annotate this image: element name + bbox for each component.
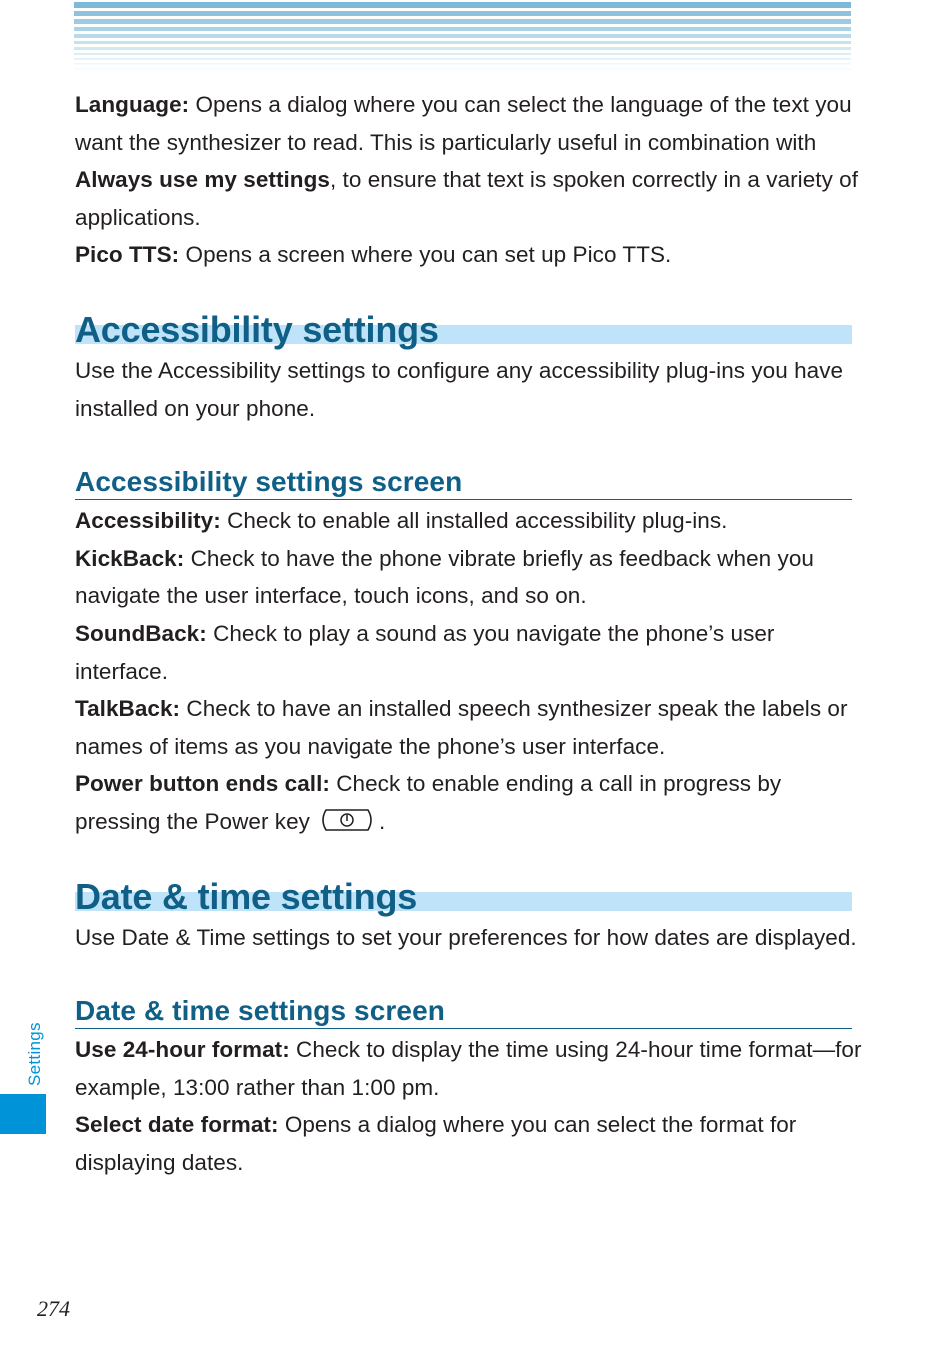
datetime-screen-heading: Date & time settings screen bbox=[75, 994, 852, 1029]
power-button-item bbox=[75, 765, 865, 840]
pico-text: Opens a screen where you can set up Pico TTS. bbox=[179, 242, 672, 268]
section-tab bbox=[0, 1094, 46, 1134]
item-text: Check to enable all installed accessibility plug-ins. bbox=[220, 508, 728, 534]
item-text: Check to display the time using 24-hour time format—for example, 13:00 rather than 1:00 pm. bbox=[75, 1037, 862, 1100]
language-paragraph bbox=[75, 86, 865, 236]
24hour-item bbox=[75, 1031, 865, 1106]
item-label: Accessibility: bbox=[75, 508, 221, 534]
datetime-intro: Use Date & Time settings to set your preferences for how dates are displayed. bbox=[75, 924, 857, 950]
accessibility-item bbox=[75, 502, 865, 540]
accessibility-intro: Use the Accessibility settings to configure any accessibility plug-ins you have installed on your phone. bbox=[75, 357, 844, 421]
datetime-heading bbox=[75, 875, 865, 919]
header-stripes bbox=[74, 0, 851, 74]
accessibility-heading-text: Accessibility settings bbox=[75, 308, 439, 350]
item-text: Opens a dialog where you can select the format for displaying dates. bbox=[75, 1112, 797, 1175]
page-number: 274 bbox=[37, 1296, 70, 1321]
item-label: TalkBack: bbox=[75, 696, 181, 722]
item-text: Check to have an installed speech synthesizer speak the labels or names of items as you navigate the phone’s user interface. bbox=[75, 696, 848, 759]
page-content bbox=[75, 86, 865, 1181]
soundback-item bbox=[75, 615, 865, 690]
item-label: KickBack: bbox=[75, 545, 185, 571]
item-text: Check to enable ending a call in progress by pressing the Power key bbox=[75, 771, 782, 834]
language-text: Opens a dialog where you can select the language of the text you want the synthesizer to read. This is particularly useful in combination with bbox=[75, 92, 852, 155]
item-text-end: . bbox=[378, 808, 386, 834]
item-text: Check to play a sound as you navigate the phone’s user interface. bbox=[75, 620, 775, 684]
power-key-icon bbox=[318, 808, 376, 832]
item-label: Use 24-hour format: bbox=[75, 1037, 290, 1063]
item-label: Power button ends call: bbox=[75, 771, 330, 797]
accessibility-heading bbox=[75, 308, 865, 352]
language-label: Language: bbox=[75, 92, 190, 117]
pico-label: Pico TTS: bbox=[75, 242, 180, 268]
section-side-label: Settings bbox=[25, 1022, 44, 1086]
accessibility-screen-heading: Accessibility settings screen bbox=[75, 465, 852, 500]
kickback-item bbox=[75, 540, 865, 615]
datetime-heading-text: Date & time settings bbox=[75, 875, 418, 917]
date-format-item bbox=[75, 1106, 865, 1181]
talkback-item bbox=[75, 690, 865, 765]
item-label: SoundBack: bbox=[75, 620, 207, 646]
always-use-label: Always use my settings bbox=[75, 167, 330, 193]
item-label: Select date format: bbox=[75, 1112, 279, 1138]
language-text-end: , to ensure that text is spoken correctly in a variety of applications. bbox=[75, 167, 859, 230]
item-text: Check to have the phone vibrate briefly as feedback when you navigate the user interface, touch icons, and so on. bbox=[75, 545, 814, 609]
pico-paragraph bbox=[75, 236, 865, 274]
